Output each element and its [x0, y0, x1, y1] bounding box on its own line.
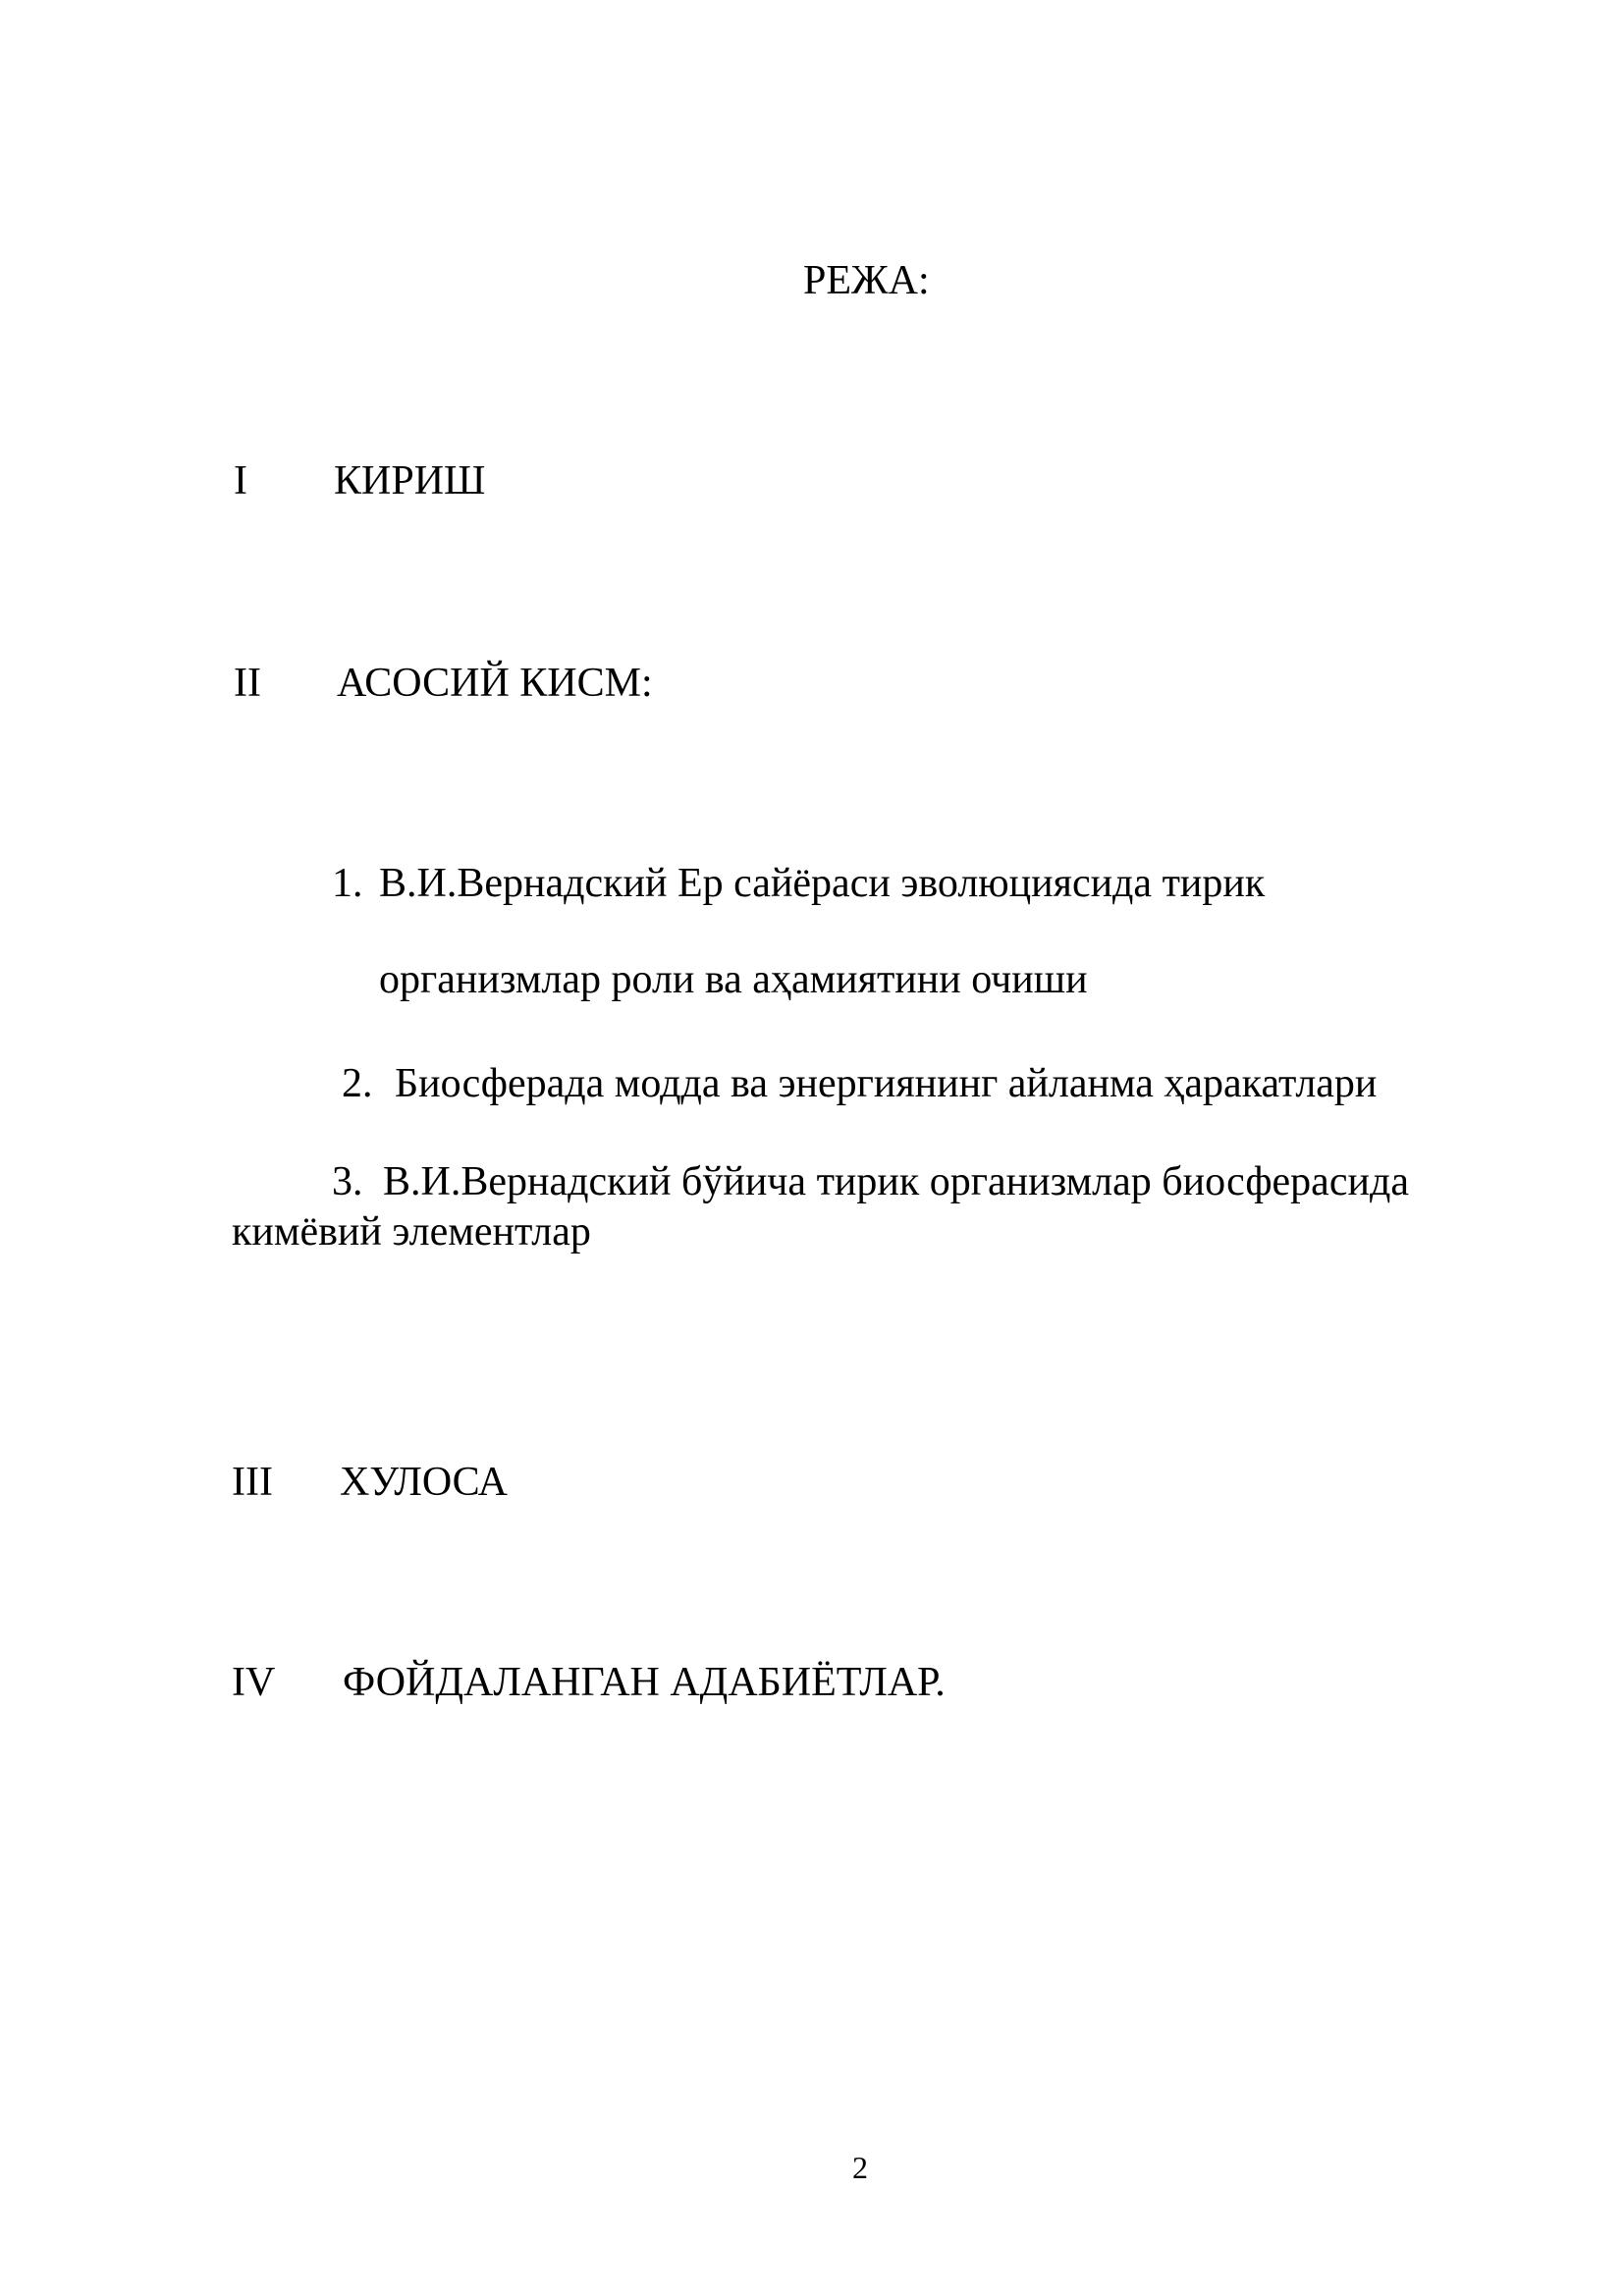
section-numeral-3: III [232, 1460, 273, 1505]
subitem-number-1: 1. [332, 861, 363, 906]
subitem-text-1-line1: В.И.Вернадский Ер сайёраси эволюциясида тирик [379, 861, 1266, 906]
page-title: РЕЖА: [803, 258, 930, 303]
subitem-text-1-line2: организмлар роли ва аҳамиятини очиши [379, 957, 1088, 1002]
page-number: 2 [852, 2150, 868, 2185]
section-numeral-2: II [234, 661, 261, 706]
subitem-text-3-line2: кимёвий элементлар [232, 1209, 591, 1255]
section-label-4: ФОЙДАЛАНГАН АДАБИЁТЛАР. [343, 1660, 946, 1705]
subitem-number-2: 2. [342, 1061, 373, 1106]
subitem-text-3-line1: В.И.Вернадский бўйича тирик организмлар биосферасида [383, 1159, 1409, 1204]
subitem-text-2: Биосферада модда ва энергиянинг айланма ҳаракатлари [395, 1061, 1378, 1106]
section-numeral-1: I [234, 458, 247, 504]
subitem-number-3: 3. [332, 1159, 363, 1204]
section-label-3: ХУЛОСА [340, 1460, 508, 1505]
section-numeral-4: IV [232, 1660, 276, 1705]
section-label-2: АСОСИЙ КИСМ: [337, 661, 653, 706]
section-label-1: КИРИШ [334, 458, 486, 504]
